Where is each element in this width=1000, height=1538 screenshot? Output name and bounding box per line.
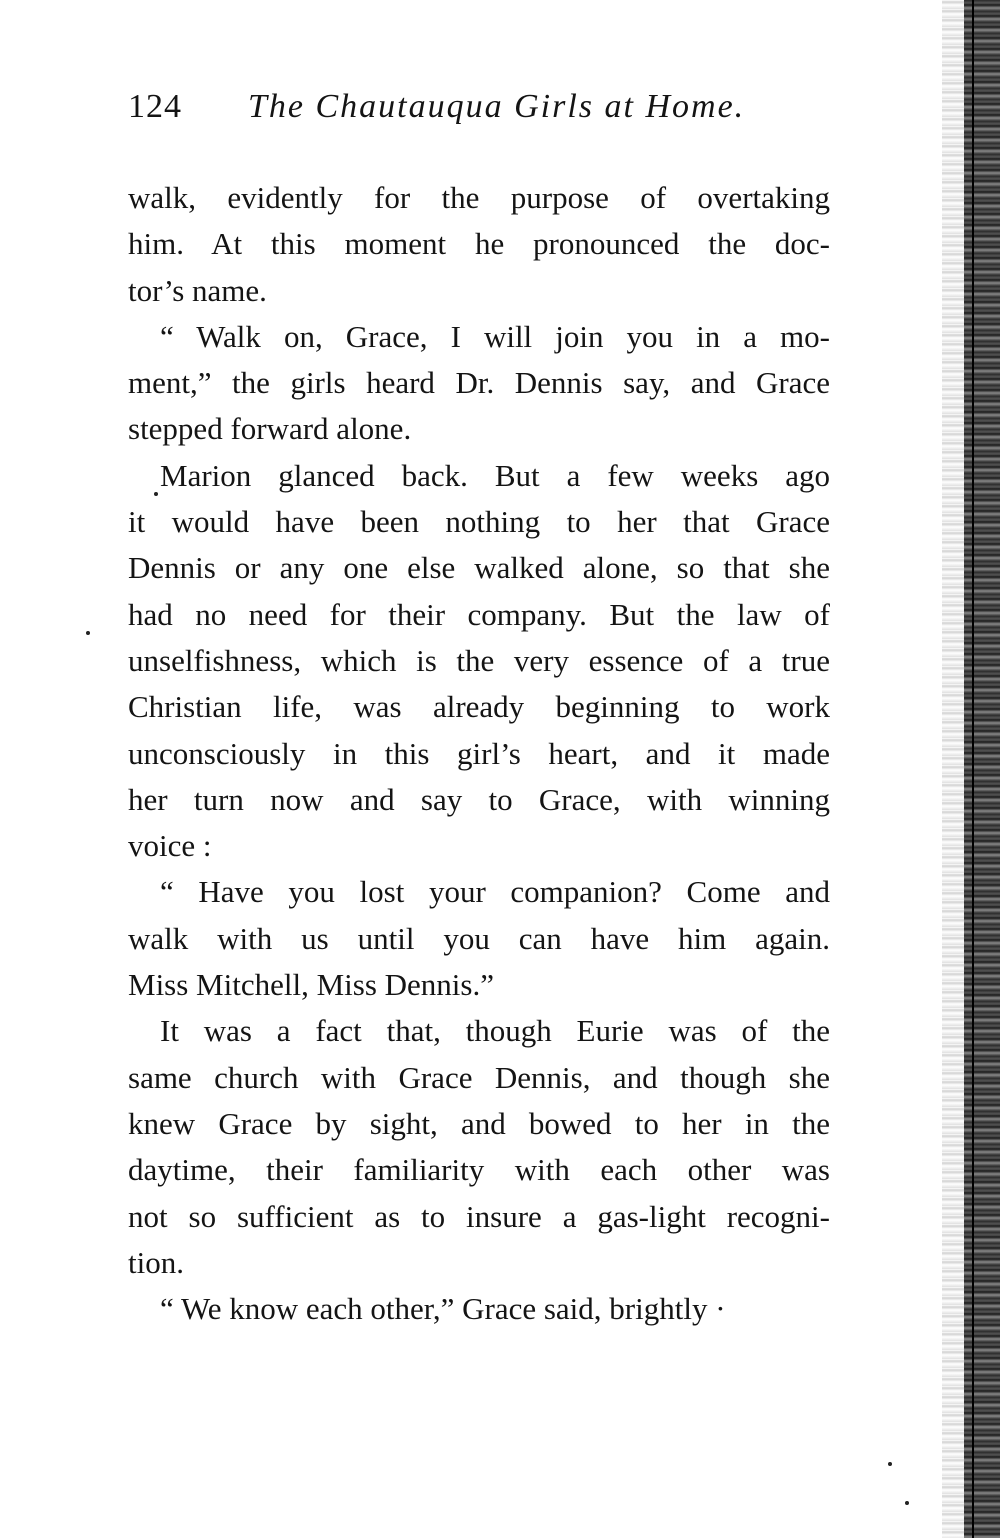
text-line: not so sufficient as to insure a gas-light recogni-	[128, 1198, 830, 1234]
scan-speck	[905, 1501, 909, 1505]
text-line: it would have been nothing to her that Grace	[128, 504, 830, 540]
text-line: Christian life, was already beginning to work	[128, 689, 830, 725]
text-line: had no need for their company. But the law of	[128, 596, 830, 632]
scan-speck	[888, 1462, 892, 1466]
text-line: him. At this moment he pronounced the doc-	[128, 226, 830, 262]
binding-shadow	[942, 0, 964, 1538]
text-line: Dennis or any one else walked alone, so that she	[128, 550, 830, 586]
text-line: Miss Mitchell, Miss Dennis.”	[128, 967, 494, 1003]
scan-speck	[154, 492, 158, 496]
text-line: same church with Grace Dennis, and though she	[128, 1059, 830, 1095]
text-line: tor’s name.	[128, 272, 267, 308]
text-line: “ Have you lost your companion? Come and	[160, 874, 830, 910]
text-line: daytime, their familiarity with each other was	[128, 1152, 830, 1188]
text-line: knew Grace by sight, and bowed to her in the	[128, 1105, 830, 1141]
text-line: voice :	[128, 828, 212, 864]
text-line: unselfishness, which is the very essence of a true	[128, 642, 830, 678]
text-line: walk, evidently for the purpose of overtaking	[128, 180, 830, 215]
text-line: “ We know each other,” Grace said, brightly ·	[160, 1291, 726, 1327]
text-line: unconsciously in this girl’s heart, and it made	[128, 735, 830, 771]
text-line: It was a fact that, though Eurie was of the	[160, 1013, 830, 1049]
text-line: “ Walk on, Grace, I will join you in a mo-	[160, 318, 830, 354]
running-title: The Chautauqua Girls at Home.	[248, 88, 746, 125]
page-number: 124	[128, 88, 182, 125]
text-line: walk with us until you can have him again.	[128, 920, 830, 956]
scan-speck	[86, 631, 90, 635]
text-line: her turn now and say to Grace, with winning	[128, 781, 830, 817]
page-header	[128, 88, 828, 138]
text-line: tion.	[128, 1244, 184, 1280]
text-line: stepped forward alone.	[128, 411, 412, 447]
text-line: Marion glanced back. But a few weeks ago	[160, 457, 830, 493]
body-text	[128, 175, 830, 1332]
binding-line	[972, 0, 974, 1538]
scanned-binding-edge	[964, 0, 1000, 1538]
text-line: ment,” the girls heard Dr. Dennis say, and Grace	[128, 365, 830, 401]
